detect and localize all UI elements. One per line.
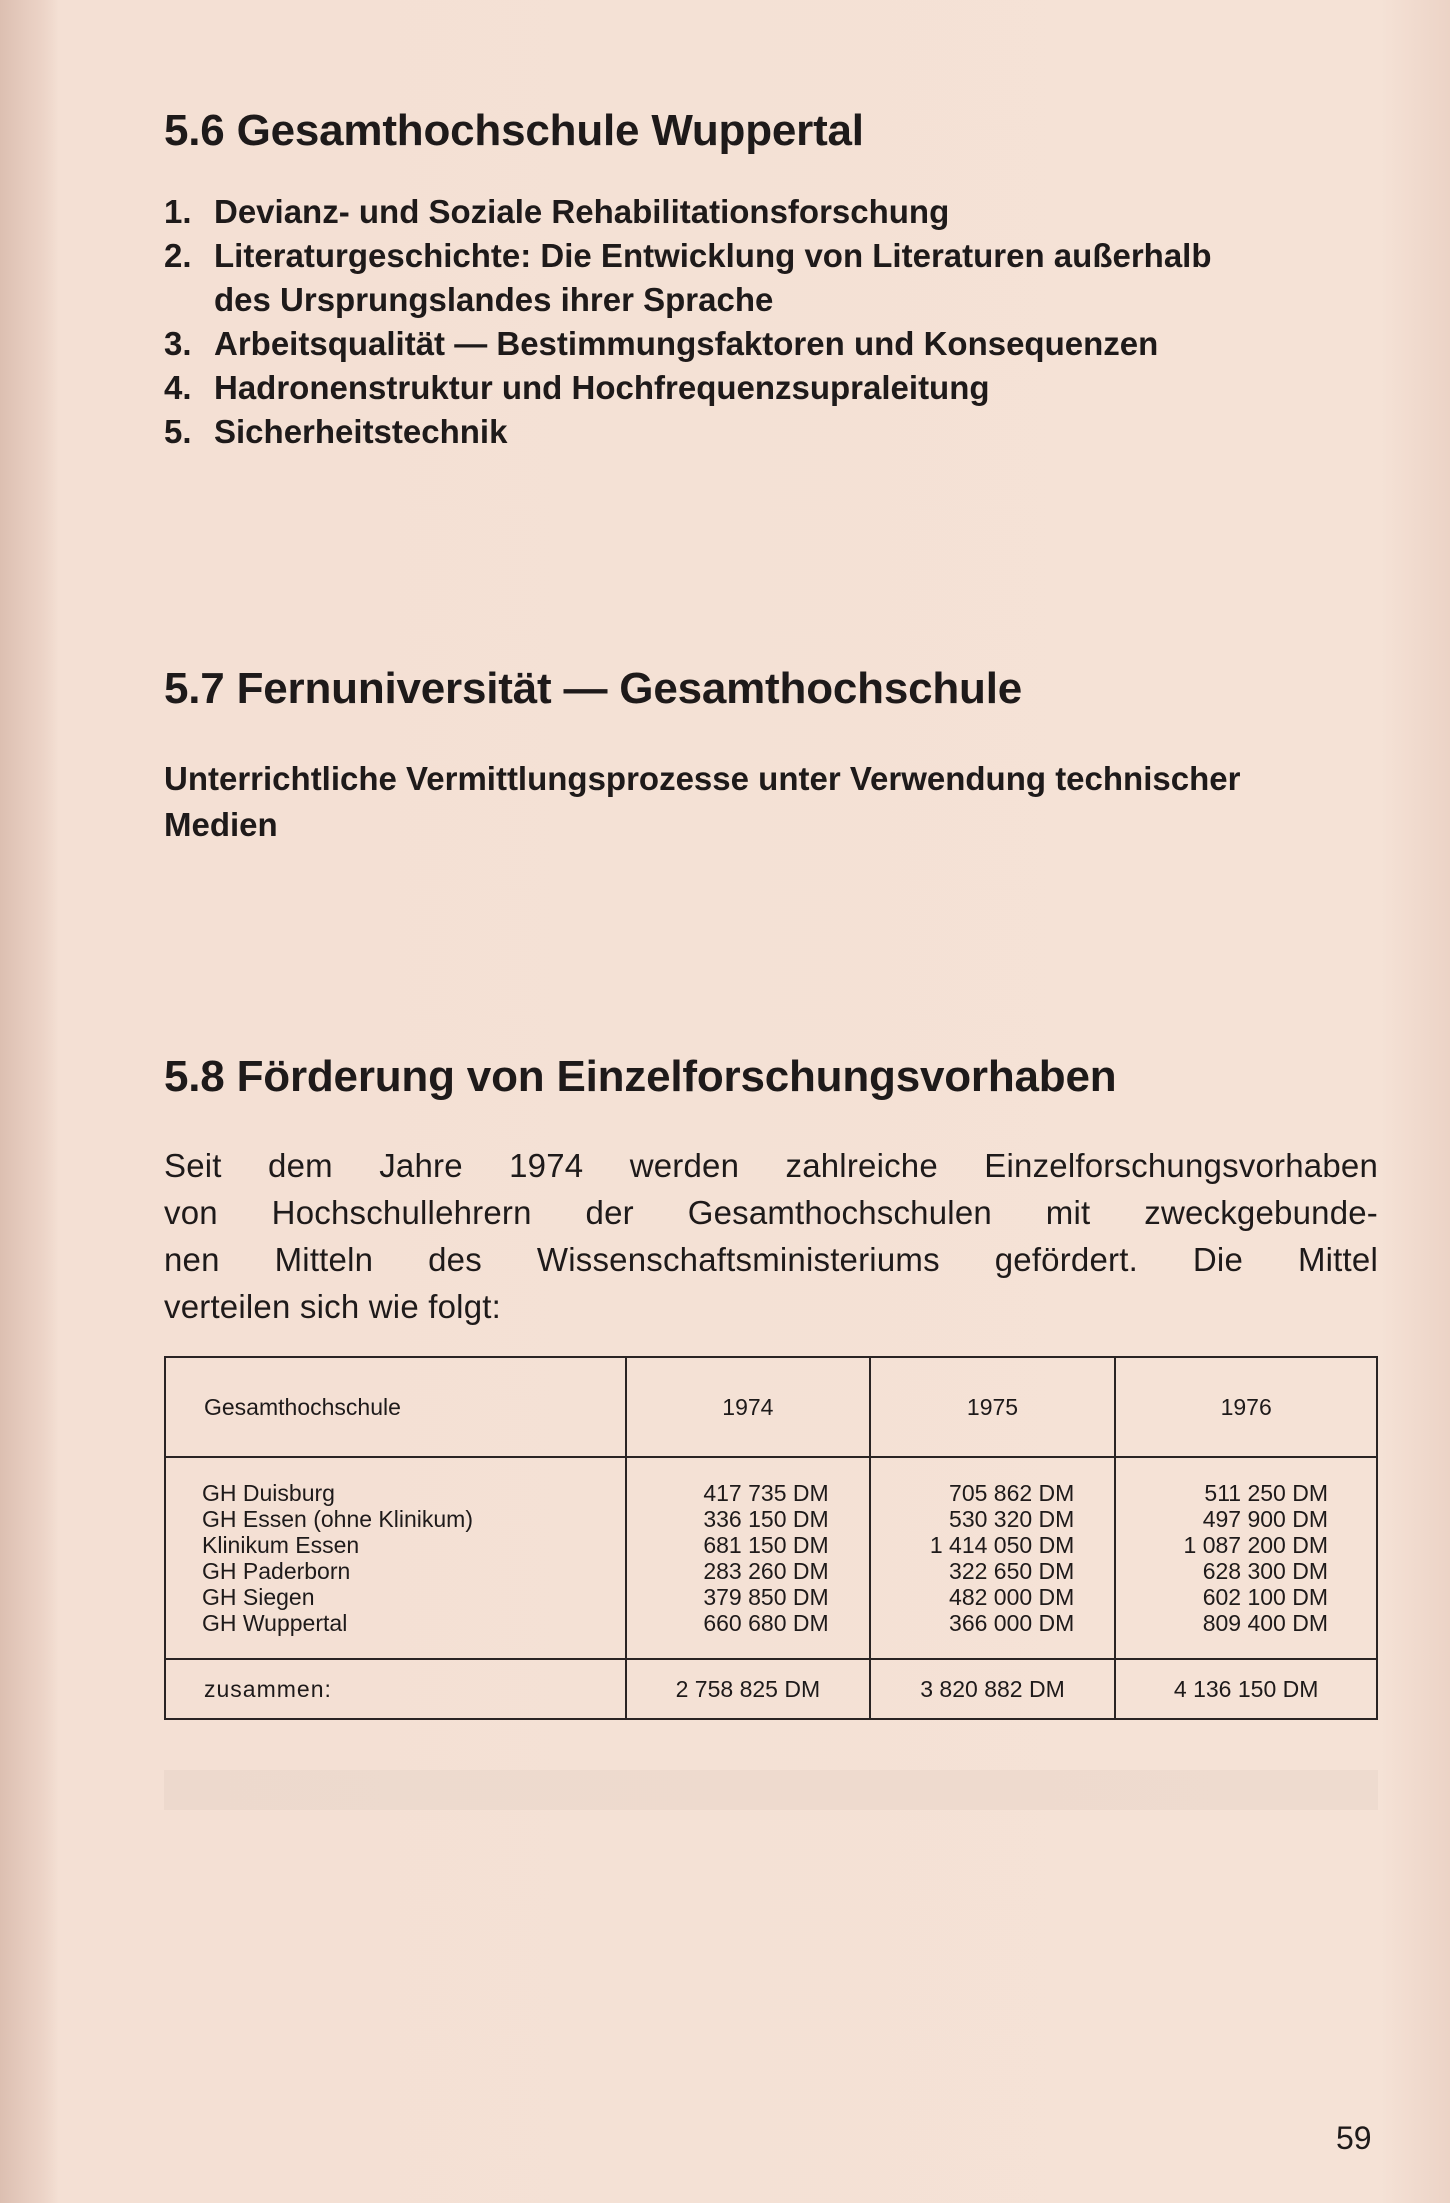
value-1975: 1 414 050 DM — [929, 1532, 1075, 1558]
list-item — [164, 234, 1378, 322]
total-1975: 3 820 882 DM — [870, 1659, 1116, 1719]
section-5-8-paragraph — [164, 1142, 1378, 1330]
total-1974: 2 758 825 DM — [626, 1659, 870, 1719]
header-1976: 1976 — [1115, 1357, 1377, 1457]
institution-name: Klinikum Essen — [202, 1532, 360, 1558]
list-item-text: Sicherheitstechnik — [214, 413, 508, 450]
total-1976: 4 136 150 DM — [1115, 1659, 1377, 1719]
list-item-number: 3. — [164, 325, 192, 362]
heading-5-6: 5.6 Gesamthochschule Wuppertal — [164, 106, 864, 155]
list-item-text-continued: des Ursprungslandes ihrer Sprache — [214, 281, 774, 318]
paragraph-line: Seit dem Jahre 1974 werden zahlreiche Einzelforschungsvorhaben — [164, 1147, 1378, 1184]
list-item-text: Arbeitsqualität — Bestimmungsfaktoren und Konsequenzen — [214, 325, 1159, 362]
institution-name: GH Siegen — [202, 1584, 315, 1610]
value-1974: 283 260 DM — [703, 1558, 829, 1584]
institution-names-cell — [165, 1457, 626, 1659]
show-through-shadow — [164, 1770, 1378, 1810]
page-fold-shadow — [0, 0, 58, 2203]
heading-5-8: 5.8 Förderung von Einzelforschungsvorhaben — [164, 1052, 1117, 1101]
value-1976: 497 900 DM — [1202, 1506, 1328, 1532]
value-1976: 809 400 DM — [1202, 1610, 1328, 1636]
value-1976: 511 250 DM — [1204, 1480, 1328, 1506]
table-body-row — [165, 1457, 1377, 1659]
list-item-number: 5. — [164, 413, 192, 450]
institution-name: GH Paderborn — [202, 1558, 351, 1584]
value-1976: 1 087 200 DM — [1183, 1532, 1328, 1558]
list-item-text: Devianz- und Soziale Rehabilitationsforschung — [214, 193, 950, 230]
values-1976-cell — [1115, 1457, 1377, 1659]
table-header-row — [165, 1357, 1377, 1457]
institution-name: GH Duisburg — [202, 1480, 335, 1506]
paragraph-line: nen Mitteln des Wissenschaftsministeriums gefördert. Die Mittel — [164, 1241, 1378, 1278]
funding-table — [164, 1356, 1378, 1720]
values-1974-cell — [626, 1457, 870, 1659]
section-5-7-subtitle — [164, 756, 1378, 848]
values-1975-cell — [870, 1457, 1116, 1659]
list-item-number: 1. — [164, 193, 192, 230]
header-gesamthochschule: Gesamthochschule — [165, 1357, 626, 1457]
header-1975: 1975 — [870, 1357, 1116, 1457]
value-1974: 336 150 DM — [703, 1506, 829, 1532]
list-item — [164, 190, 1378, 234]
list-item-number: 4. — [164, 369, 192, 406]
institution-name: GH Essen (ohne Klinikum) — [202, 1506, 473, 1532]
value-1975: 482 000 DM — [949, 1584, 1075, 1610]
total-label: zusammen: — [165, 1659, 626, 1719]
page-number: 59 — [1336, 2120, 1372, 2156]
subtitle-line: Unterrichtliche Vermittlungsprozesse unter Verwendung technischer — [164, 760, 1241, 797]
paragraph-line: von Hochschullehrern der Gesamthochschulen mit zweckgebunde- — [164, 1194, 1378, 1231]
list-item — [164, 410, 1378, 454]
heading-5-7: 5.7 Fernuniversität — Gesamthochschule — [164, 664, 1023, 713]
subtitle-line: Medien — [164, 806, 278, 843]
list-item-number: 2. — [164, 237, 192, 274]
list-item-text: Literaturgeschichte: Die Entwicklung von Literaturen außerhalb — [214, 237, 1212, 274]
value-1975: 530 320 DM — [949, 1506, 1075, 1532]
table-total-row — [165, 1659, 1377, 1719]
value-1975: 322 650 DM — [949, 1558, 1075, 1584]
value-1975: 705 862 DM — [949, 1480, 1075, 1506]
value-1974: 417 735 DM — [703, 1480, 829, 1506]
value-1975: 366 000 DM — [949, 1610, 1075, 1636]
header-1974: 1974 — [626, 1357, 870, 1457]
list-item-text: Hadronenstruktur und Hochfrequenzsupraleitung — [214, 369, 990, 406]
list-item — [164, 366, 1378, 410]
value-1974: 660 680 DM — [703, 1610, 829, 1636]
institution-name: GH Wuppertal — [202, 1610, 348, 1636]
value-1976: 602 100 DM — [1202, 1584, 1328, 1610]
value-1976: 628 300 DM — [1202, 1558, 1328, 1584]
value-1974: 379 850 DM — [703, 1584, 829, 1610]
paragraph-line: verteilen sich wie folgt: — [164, 1288, 501, 1325]
research-topic-list — [164, 190, 1378, 454]
list-item — [164, 322, 1378, 366]
value-1974: 681 150 DM — [703, 1532, 829, 1558]
